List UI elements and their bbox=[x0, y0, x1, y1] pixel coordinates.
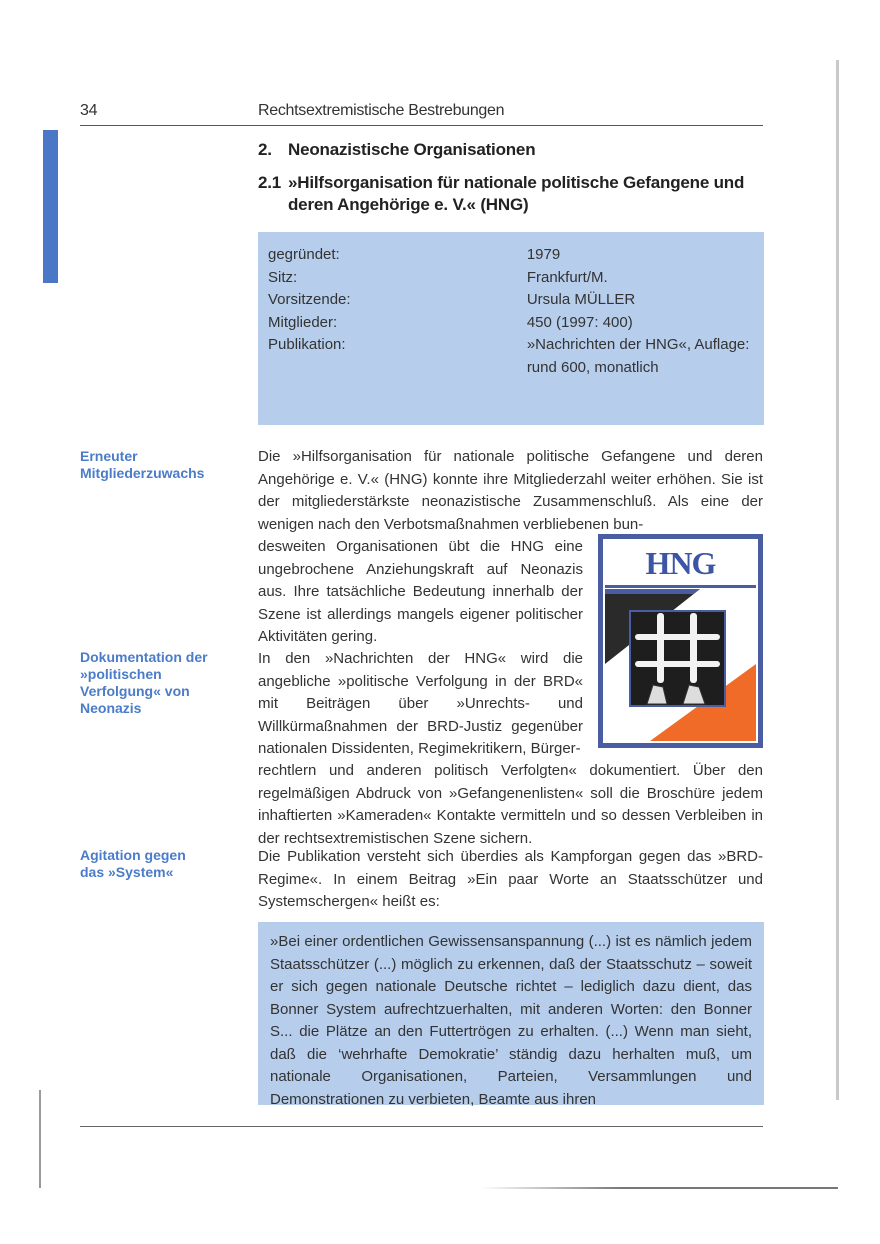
section-heading bbox=[258, 140, 535, 160]
paragraph-2-full: rechtlern und anderen politisch Verfolgten« dokumentiert. Über den regelmäßigen Abdruck von »Gefangenenlisten« soll die Broschüre jedem inhaftierten »Kameraden« Kontakte vermitteln und so dessen Verbleiben in der rechtsextremistischen Szene sichern. bbox=[258, 762, 763, 847]
footer-rule bbox=[80, 1126, 763, 1127]
fact-value: Ursula MÜLLER bbox=[526, 291, 636, 308]
subsection-number: 2.1 bbox=[258, 173, 282, 192]
fact-box bbox=[258, 232, 764, 425]
paragraph-1-full: Die »Hilfsorganisation für nationale politische Gefangene und deren Angehörige e. V.« (HNG) konnte ihre Mitgliederzahl weiter erhöhen. Sie ist der mitgliederstärkste neonazistische Zusammenschluß. Als eine der wenigen nach den Verbotsmaßnahmen verbliebenen bun- bbox=[258, 448, 763, 533]
fact-row bbox=[268, 289, 754, 312]
fact-label: gegründet: bbox=[268, 246, 340, 263]
subsection-title: »Hilfsorganisation für nationale politische Gefangene und deren Angehörige e. V.« (HNG) bbox=[288, 173, 745, 214]
paragraph-3: Die Publikation versteht sich überdies als Kampforgan gegen das »BRD-Regime«. In einem Beitrag »Ein paar Worte an Staatsschützer und Systemschergen« heißt es: bbox=[258, 848, 763, 910]
hng-logo-rule bbox=[605, 585, 756, 588]
header-rule bbox=[80, 125, 763, 126]
section-title: Neonazistische Organisationen bbox=[288, 140, 536, 159]
fact-value: 1979 bbox=[526, 246, 561, 263]
page-edge-left bbox=[39, 1090, 41, 1188]
hng-logo-title: HNG bbox=[645, 545, 716, 581]
fact-value: »Nachrichten der HNG«, Auflage: rund 600, monatlich bbox=[526, 336, 750, 376]
fact-label: Vorsitzende: bbox=[268, 291, 351, 308]
fact-row bbox=[268, 334, 754, 379]
fact-row bbox=[268, 244, 754, 267]
fact-row bbox=[268, 312, 754, 335]
fact-label: Publikation: bbox=[268, 336, 346, 353]
sidenote-persecution-documentation: Dokumentation der »politischen Verfolgung« von Neonazis bbox=[80, 649, 208, 716]
page-edge-bottom bbox=[480, 1187, 838, 1189]
hng-logo bbox=[598, 534, 763, 748]
running-head: Rechtsextremistische Bestrebungen bbox=[258, 102, 505, 119]
section-number: 2. bbox=[258, 140, 272, 159]
quote-text: »Bei einer ordentlichen Gewissensanspannung (...) ist es nämlich jedem Staatsschützer (...) möglich zu erkennen, daß der Staatsschutz – soweit er sich gegen nationale Deutsche richtet – lediglich dazu dient, das Bonner System aufrechtzuerhalten, mit anderen Worten: den Bonner S... die Plätze an den Futtertrögen zu erhalten. (...) Wenn man sieht, daß die ‘wehrhafte Demokratie’ ständig dazu herhalten muß, um nationale Organisationen, Parteien, Versammlungen und Demonstrationen zu verbieten, Beamte aus ihren bbox=[270, 933, 752, 1108]
prison-bars-icon bbox=[605, 589, 756, 741]
chapter-marker-tab bbox=[43, 130, 58, 283]
sidenote-agitation: Agitation gegen das »System« bbox=[80, 847, 186, 880]
paragraph-2-wrap: In den »Nachrichten der HNG« wird die angebliche »politische Verfolgung in der BRD« mit Beiträgen über »Unrechts- und Willkürmaßnahmen der BRD-Justiz gegenüber nationalen Dissidenten, Regimekritikern, Bürger- bbox=[258, 650, 583, 757]
fact-label: Mitglieder: bbox=[268, 313, 338, 331]
fact-row bbox=[268, 267, 754, 290]
fact-value: 450 (1997: 400) bbox=[526, 313, 633, 331]
subsection-heading bbox=[258, 172, 758, 216]
quote-box bbox=[258, 922, 764, 1108]
paragraph-1-wrap: desweiten Organisationen übt die HNG eine ungebrochene Anziehungskraft auf Neonazis aus. Ihre tatsächliche Bedeutung innerhalb der Szene ist allerdings mangels eigener politischer Aktivitäten gering. bbox=[258, 538, 583, 645]
fact-label: Sitz: bbox=[268, 268, 298, 286]
page-edge-right bbox=[836, 60, 839, 1100]
sidenote-membership-growth: Erneuter Mitgliederzuwachs bbox=[80, 448, 205, 481]
hng-logo-inner bbox=[603, 539, 758, 743]
fact-value: Frankfurt/M. bbox=[526, 268, 608, 286]
page-number: 34 bbox=[80, 102, 98, 119]
